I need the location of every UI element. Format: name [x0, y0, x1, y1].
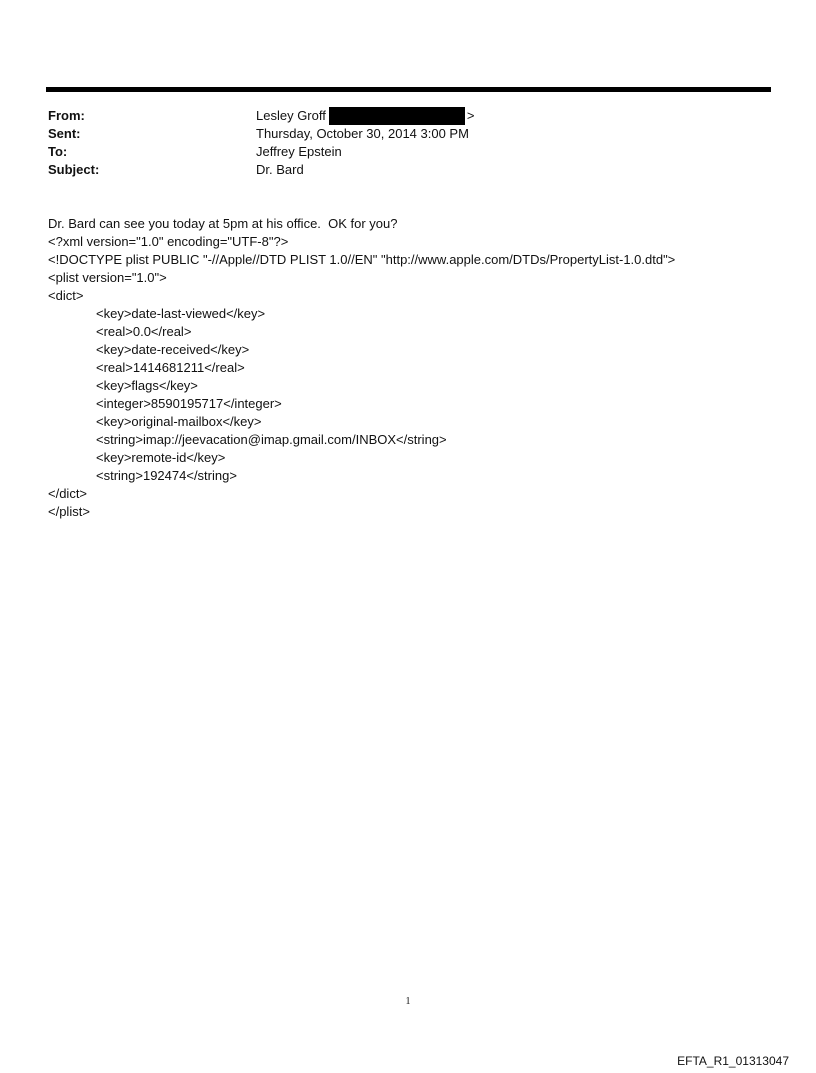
body-line: </dict>: [48, 486, 88, 501]
subject-label: Subject:: [48, 162, 100, 177]
from-suffix: >: [466, 108, 475, 123]
body-line: <string>192474</string>: [96, 468, 237, 483]
to-value: Jeffrey Epstein: [256, 144, 342, 159]
body-line: <key>remote-id</key>: [96, 450, 226, 465]
body-line: </plist>: [48, 504, 90, 519]
sent-label: Sent:: [48, 126, 81, 141]
body-line: <real>1414681211</real>: [96, 360, 245, 375]
from-value: [256, 107, 474, 125]
body-line: <key>flags</key>: [96, 378, 198, 393]
from-label: From:: [48, 108, 85, 123]
to-label: To:: [48, 144, 68, 159]
email-body: [48, 215, 675, 521]
from-name: Lesley Groff: [256, 108, 326, 123]
body-line: <plist version="1.0">: [48, 270, 167, 285]
header-divider: [46, 87, 771, 92]
body-line: <key>date-received</key>: [96, 342, 250, 357]
body-line: <!DOCTYPE plist PUBLIC "-//Apple//DTD PLIST 1.0//EN" "http://www.apple.com/DTDs/PropertyList-1.0.dtd">: [48, 252, 676, 267]
sent-value: Thursday, October 30, 2014 3:00 PM: [256, 126, 469, 141]
body-line: <dict>: [48, 288, 84, 303]
body-line: <?xml version="1.0" encoding="UTF-8"?>: [48, 234, 289, 249]
page-number: 1: [405, 996, 411, 1007]
body-line: <key>original-mailbox</key>: [96, 414, 262, 429]
document-id: EFTA_R1_01313047: [677, 1054, 789, 1068]
body-line: <key>date-last-viewed</key>: [96, 306, 266, 321]
body-line: <string>imap://jeevacation@imap.gmail.com/INBOX</string>: [96, 432, 447, 447]
subject-value: Dr. Bard: [256, 162, 304, 177]
body-line: <real>0.0</real>: [96, 324, 192, 339]
body-line: Dr. Bard can see you today at 5pm at his office. OK for you?: [48, 216, 398, 231]
body-line: <integer>8590195717</integer>: [96, 396, 282, 411]
redaction-block: [329, 107, 465, 125]
